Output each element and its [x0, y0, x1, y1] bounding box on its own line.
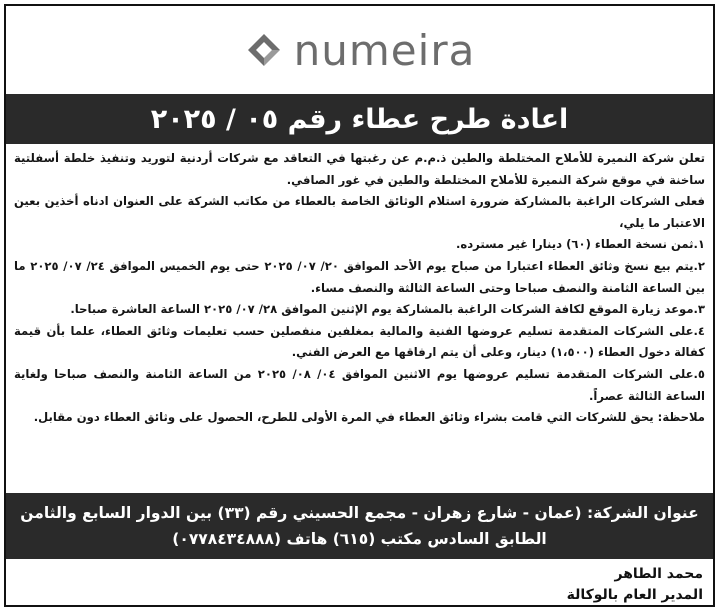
signatory-role: المدير العام بالوكالة — [566, 587, 703, 603]
address-line-2: الطابق السادس مكتب (٦١٥) هاتف (٠٧٧٨٤٣٤٨٨٨) — [172, 530, 547, 548]
condition-item-1: ١.ثمن نسخة العطاء (٦٠) دينارا غير مسترده. — [455, 237, 705, 252]
tender-notice — [4, 4, 715, 607]
condition-item-3: ٣.موعد زيارة الموقع لكافة الشركات الراغبة بالمشاركة يوم الإثنين الموافق ٢٨/ ٠٧/ ٢٠٢٥ الساعة العاشرة صباحا. — [70, 302, 705, 317]
address-line-1: عنوان الشركة: (عمان - شارع زهران - مجمع الحسيني رقم (٣٣) بين الدوار السابع والثامن — [20, 504, 699, 522]
signatory-name: محمد الطاهر — [614, 566, 703, 582]
title-banner — [6, 94, 713, 144]
note-paragraph: ملاحظة: يحق للشركات التي قامت بشراء وثائق العطاء في المرة الأولى للطرح، الحصول على وثائق العطاء دون مقابل. — [33, 410, 705, 425]
signature-block — [567, 564, 703, 606]
logo — [6, 6, 713, 94]
page-title: اعادة طرح عطاء رقم ٠٥ / ٢٠٢٥ — [150, 103, 569, 135]
instructions-paragraph: فعلى الشركات الراغبة بالمشاركة ضرورة استلام الوثائق الخاصة بالعطاء من مكاتب الشركة على العنوان ادناه أخذين بعين الاعتبار ما يلي، — [14, 194, 705, 230]
notice-body — [6, 144, 713, 429]
numeira-s-mark-icon — [244, 30, 284, 70]
condition-item-5: ٥.على الشركات المتقدمة تسليم عروضها يوم الاثنين الموافق ٠٤/ ٠٨/ ٢٠٢٥ من الساعة الثامنة والنصف صباحا ولغاية الساعة الثالثة عصراً. — [14, 366, 705, 403]
condition-item-2: ٢.يتم بيع نسخ وثائق العطاء اعتبارا من صباح يوم الأحد الموافق ٢٠/ ٠٧/ ٢٠٢٥ حتى يوم الخميس الموافق ٢٤/ ٠٧/ ٢٠٢٥ ما بين الساعة الثامنة والنصف صباحا وحتى الساعة الثالثة والنصف مساء. — [14, 258, 705, 295]
intro-paragraph: تعلن شركة النميرة للأملاح المختلطة والطين ذ.م.م عن رغبتها في التعاقد مع شركات أردنية لتوريد وتنفيذ خلطة أسفلتية ساخنة في موقع شركة النميرة للأملاح المختلطة والطين في غور الصافي. — [14, 151, 705, 187]
logo-text: numeira — [293, 25, 476, 75]
condition-item-4: ٤.على الشركات المتقدمة تسليم عروضها الفنية والمالية بمغلفين منفصلين حسب تعليمات وثائق العطاء، علما بأن قيمة كفالة دخول العطاء (١،٥٠٠) دينار، وعلى أن يتم ارفاقها مع العرض الفني. — [14, 323, 705, 360]
address-banner — [6, 493, 713, 559]
